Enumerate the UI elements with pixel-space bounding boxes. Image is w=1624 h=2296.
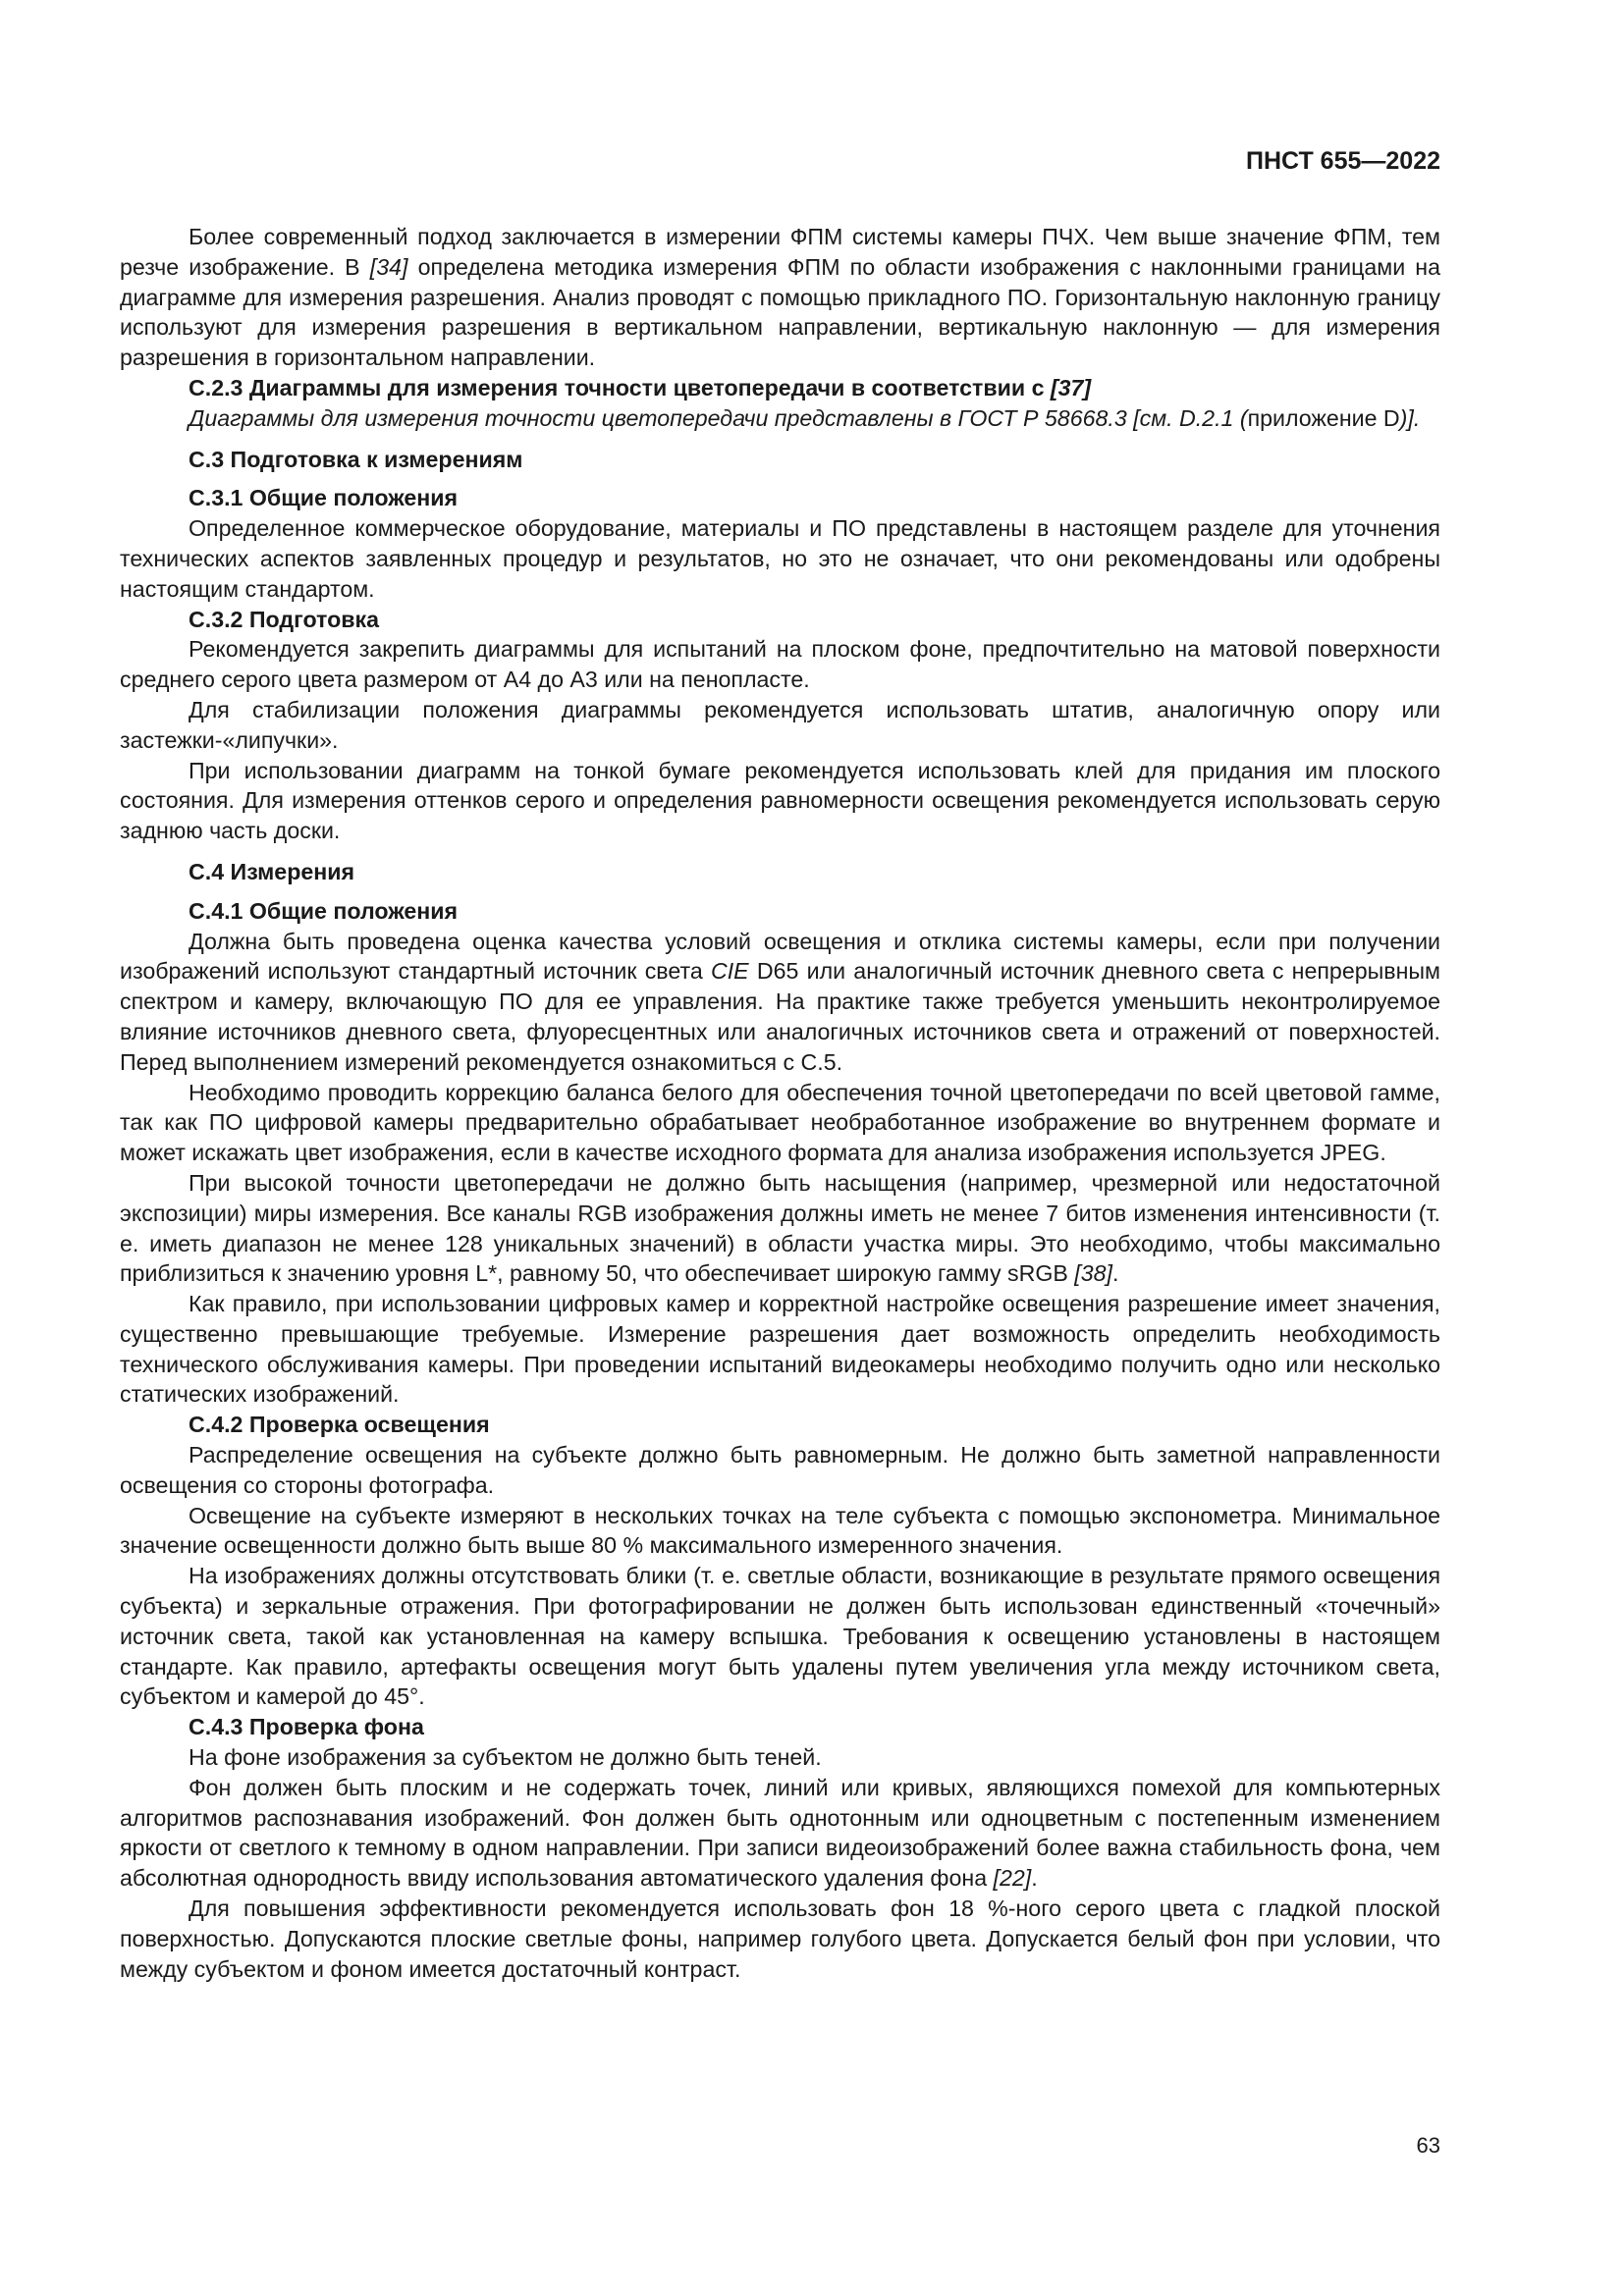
paragraph: При использовании диаграмм на тонкой бумаге рекомендуется использовать клей для придания им плоского состояния. Для измерения оттенков серого и определения равномерности освещения рекомендуется использовать серую заднюю часть доски. <box>120 757 1440 844</box>
paragraph: Фон должен быть плоским и не содержать точек, линий или кривых, являющихся помехой для компьютерных алгоритмов распознавания изображений. Фон должен быть однотонным или одноцветным с постепенным изменением яркости от светлого к темному в одном направлении. При записи видеоизображений более важна стабильность фона, чем абсолютная однородность ввиду использования автоматического удаления фона [22]. <box>120 1774 1440 1892</box>
page-number: 63 <box>1416 2133 1440 2158</box>
paragraph: Освещение на субъекте измеряют в нескольких точках на теле субъекта с помощью экспонометра. Минимальное значение освещенности должно быть выше 80 % максимального измеренного значения. <box>120 1502 1440 1559</box>
paragraph: Диаграммы для измерения точности цветопередачи представлены в ГОСТ Р 58668.3 [см. D.2.1 (приложение D)]. <box>189 404 1421 431</box>
heading-c-3-2: С.3.2 Подготовка <box>189 606 380 632</box>
paragraph: Рекомендуется закрепить диаграммы для испытаний на плоском фоне, предпочтительно на матовой поверхности среднего серого цвета размером от А4 до А3 или на пенопласте. <box>120 636 1440 693</box>
paragraph: На изображениях должны отсутствовать блики (т. е. светлые области, возникающие в результате прямого освещения субъекта) и зеркальные отражения. При фотографировании не должен быть использован единственный «точечный» источник света, такой как установленная на камеру вспышка. Требования к освещению установлены в настоящем стандарте. Как правило, артефакты освещения могут быть удалены путем увеличения угла между источником света, субъектом и камерой до 45°. <box>120 1563 1440 1710</box>
paragraph: Необходимо проводить коррекцию баланса белого для обеспечения точной цветопередачи по всей цветовой гамме, так как ПО цифровой камеры предварительно обрабатывает необработанное изображение во внутреннем формате и может искажать цвет изображения, если в качестве исходного формата для анализа изображения используется JPEG. <box>120 1079 1440 1166</box>
paragraph: Должна быть проведена оценка качества условий освещения и отклика системы камеры, если при получении изображений используют стандартный источник света CIE D65 или аналогичный источник дневного света с непрерывным спектром и камеру, включающую ПО для ее управления. На практике также требуется уменьшить неконтролируемое влияние источников дневного света, флуоресцентных или аналогичных источников света и отражений от поверхностей. Перед выполнением измерений рекомендуется ознакомиться с С.5. <box>120 928 1441 1075</box>
heading-c-4-2: С.4.2 Проверка освещения <box>189 1412 490 1438</box>
paragraph: Более современный подход заключается в измерении ФПМ системы камеры ПЧХ. Чем выше значение ФПМ, тем резче изображение. В [34] определена методика измерения ФПМ по области изображения с наклонными границами на диаграмме для измерения разрешения. Анализ проводят с помощью прикладного ПО. Горизонтальную наклонную границу используют для измерения разрешения в вертикальном направлении, вертикальную наклонную — для измерения разрешения в горизонтальном направлении. <box>120 224 1440 371</box>
citation-ref: [38] <box>1074 1260 1112 1287</box>
citation-ref: [37] <box>1050 374 1092 400</box>
heading-c-3: С.3 Подготовка к измерениям <box>189 446 523 472</box>
document-code: ПНСТ 655—2022 <box>1246 147 1440 175</box>
heading-c-2-3: С.2.3 Диаграммы для измерения точности цветопередачи в соответствии с [37] <box>189 374 1092 400</box>
paragraph: Распределение освещения на субъекте должно быть равномерным. Не должно быть заметной направленности освещения со стороны фотографа. <box>120 1442 1440 1498</box>
paragraph: На фоне изображения за субъектом не должно быть теней. <box>189 1744 822 1771</box>
paragraph: Как правило, при использовании цифровых камер и корректной настройке освещения разрешение имеет значения, существенно превышающие требуемые. Измерение разрешения дает возможность определить необходимость технического обслуживания камеры. При проведении испытаний видеокамеры необходимо получить одно или несколько статических изображений. <box>120 1291 1440 1408</box>
citation-ref: [22] <box>993 1865 1032 1892</box>
heading-c-4-1: С.4.1 Общие положения <box>189 897 459 924</box>
paragraph: Для стабилизации положения диаграммы рекомендуется использовать штатив, аналогичную опору или застежки-«липучки». <box>120 696 1440 753</box>
heading-c-4-3: С.4.3 Проверка фона <box>189 1714 424 1740</box>
heading-c-3-1: С.3.1 Общие положения <box>189 485 459 511</box>
heading-c-4: С.4 Измерения <box>189 858 355 884</box>
paragraph: Для повышения эффективности рекомендуется использовать фон 18 %-ного серого цвета с гладкой плоской поверхностью. Допускаются плоские светлые фоны, например голубого цвета. Допускается белый фон при условии, что между субъектом и фоном имеется достаточный контраст. <box>120 1896 1440 1982</box>
paragraph: При высокой точности цветопередачи не должно быть насыщения (например, чрезмерной или недостаточной экспозиции) миры измерения. Все каналы RGB изображения должны иметь не менее 7 битов изменения интенсивности (т. е. иметь диапазон не менее 128 уникальных значений) в области участка миры. Это необходимо, чтобы максимально приблизиться к значению уровня L*, равному 50, что обеспечивает широкую гамму sRGB [38]. <box>120 1169 1440 1287</box>
page-content <box>120 222 1440 1984</box>
paragraph: Определенное коммерческое оборудование, материалы и ПО представлены в настоящем разделе для уточнения технических аспектов заявленных процедур и результатов, но это не означает, что они рекомендованы или одобрены настоящим стандартом. <box>120 515 1440 602</box>
citation-ref: [34] <box>369 253 408 280</box>
